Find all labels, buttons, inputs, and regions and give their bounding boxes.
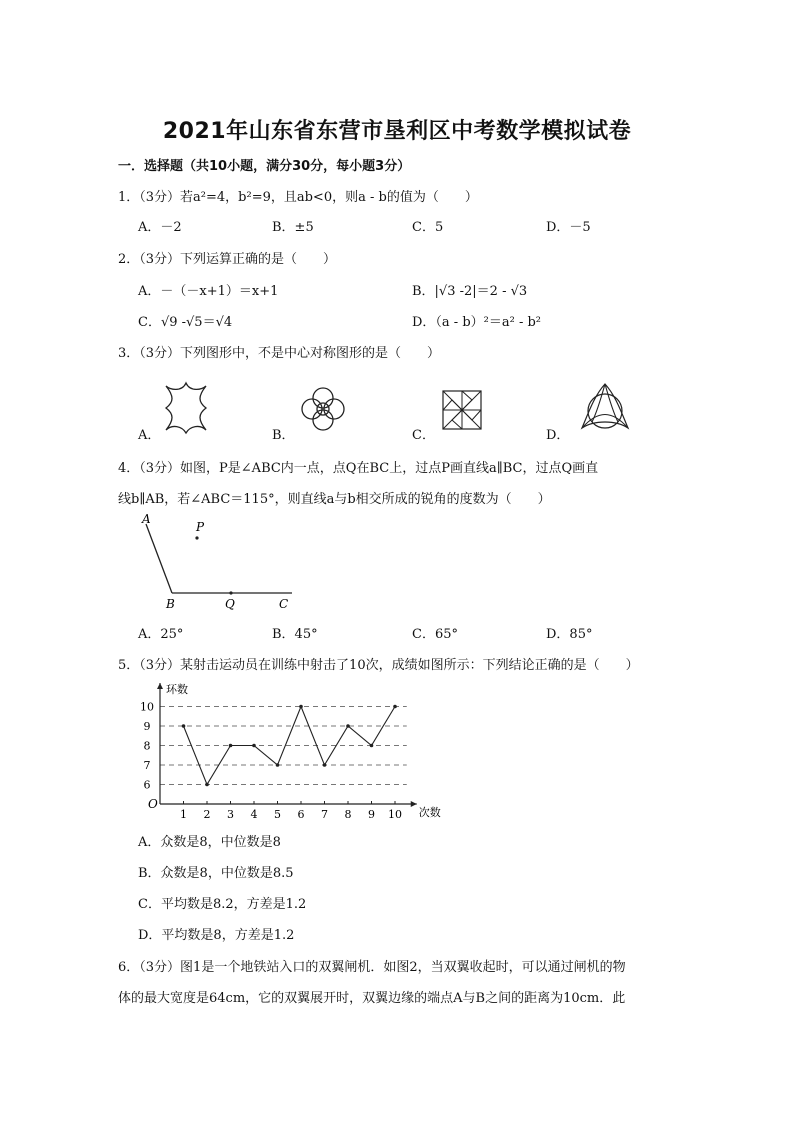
y-tick-label: 9 [143,720,151,733]
q5-option-b: B．众数是8，中位数是8.5 [138,866,294,881]
y-axis-label: 环数 [166,683,188,696]
q3-option-c: C． [412,428,435,443]
data-point [370,744,374,748]
figure-label-a: A [142,512,151,526]
y-tick-label: 6 [143,778,151,792]
question-4-line-2: 线b∥AB，若∠ABC＝115°，则直线a与b相交所成的锐角的度数为（ ） [118,492,551,507]
x-axis-label: 次数 [418,806,441,819]
x-tick-label: 2 [203,808,211,821]
data-point [393,705,397,709]
q4-option-c: C．65° [412,627,458,642]
q5-option-c: C．平均数是8.2，方差是1.2 [138,897,307,912]
data-point [299,705,303,709]
data-point [276,763,280,767]
q3-option-a: A． [138,428,161,443]
x-tick-label: 1 [180,808,187,821]
data-point [346,724,350,728]
x-tick-label: 6 [297,808,305,821]
question-1: 1．（3分）若a²=4，b²=9，且ab<0，则a - b的值为（ ） [118,190,478,205]
x-tick-label: 4 [250,808,258,821]
x-tick-label: 10 [388,808,402,821]
q1-option-a: A．－2 [138,220,182,235]
data-point [229,744,233,748]
score-line-chart [136,672,446,822]
curvy-cross-shape-icon [160,380,212,436]
x-tick-label: 5 [274,808,281,821]
q2-option-c: C．√9 -√5＝√4 [138,315,233,330]
x-tick-label: 7 [321,808,328,821]
x-tick-label: 9 [368,808,375,821]
four-circles-flower-icon [298,384,348,434]
section-heading: 一．选择题（共10小题，满分30分，每小题3分） [118,159,411,174]
q4-option-b: B．45° [272,627,318,642]
data-point [205,783,209,787]
triquetra-circle-icon [570,380,640,436]
figure-label-q: Q [225,597,235,611]
q4-option-d: D．85° [546,627,593,642]
question-6-line-1: 6．（3分）图1是一个地铁站入口的双翼闸机．如图2，当双翼收起时，可以通过闸机的物 [118,960,626,975]
question-5: 5．（3分）某射击运动员在训练中射击了10次，成绩如图所示：下列结论正确的是（ ） [118,658,639,673]
q5-option-a: A．众数是8，中位数是8 [138,835,281,850]
q3-option-d: D． [546,428,570,443]
q4-option-a: A．25° [138,627,184,642]
page-title: 2021年山东省东营市垦利区中考数学模拟试卷 [162,119,632,144]
y-tick-label: 7 [143,759,151,772]
figure-label-c: C [279,597,289,611]
origin-label: O [148,797,158,811]
q1-option-d: D．－5 [546,220,591,235]
q1-option-b: B．±5 [272,220,314,235]
q2-option-d: D．（a - b）²＝a² - b² [412,315,542,330]
question-6-line-2: 体的最大宽度是64cm，它的双翼展开时，双翼边缘的端点A与B之间的距离为10cm．此 [118,991,626,1006]
data-point [323,763,327,767]
figure-label-p: P [196,520,205,534]
q3-option-b: B． [272,428,295,443]
data-point [182,724,186,728]
y-tick-label: 10 [140,700,154,714]
q1-option-c: C．5 [412,220,444,235]
q2-option-a: A．－（－x+1）＝x+1 [138,284,279,299]
x-tick-label: 3 [227,808,234,821]
data-point [252,744,256,748]
q4-angle-figure [134,510,304,615]
question-3: 3．（3分）下列图形中，不是中心对称图形的是（ ） [118,346,441,361]
q5-option-d: D．平均数是8，方差是1.2 [138,928,295,943]
y-tick-label: 8 [143,739,151,753]
figure-label-b: B [166,597,175,611]
x-tick-label: 8 [344,808,352,821]
q2-option-b: B．|√3 -2|＝2 - √3 [412,284,528,299]
question-2: 2．（3分）下列运算正确的是（ ） [118,252,337,267]
question-4-line-1: 4．（3分）如图，P是∠ABC内一点，点Q在BC上，过点P画直线a∥BC，过点Q画直 [118,461,599,476]
pinwheel-square-icon [440,388,484,432]
